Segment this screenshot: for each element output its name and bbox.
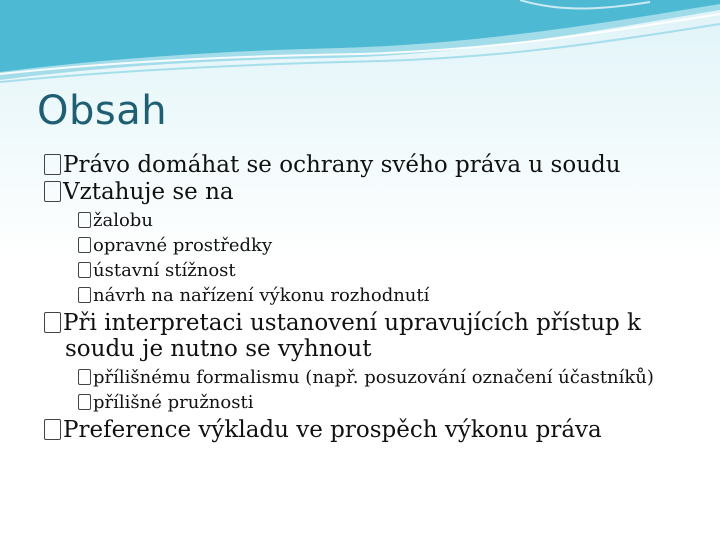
list-item	[44, 368, 704, 388]
list-item-text: Vztahuje se na	[63, 179, 234, 205]
list-item	[44, 417, 704, 444]
list-item-text: ústavní stížnost	[93, 260, 236, 281]
checkbox-bullet-icon	[78, 237, 91, 253]
list-item	[44, 152, 704, 179]
checkbox-bullet-icon	[78, 394, 91, 410]
checkbox-bullet-icon	[78, 262, 91, 278]
checkbox-bullet-icon	[78, 287, 91, 303]
list-item-text: opravné prostředky	[93, 235, 273, 256]
checkbox-bullet-icon	[44, 419, 61, 440]
list-item-text: Při interpretaci ustanovení upravujících přístup k soudu je nutno se vyhnout	[63, 310, 641, 362]
checkbox-bullet-icon	[44, 154, 61, 175]
list-item-text: Právo domáhat se ochrany svého práva u soudu	[63, 152, 621, 178]
list-item-text: přílišné pružnosti	[93, 392, 254, 413]
list-item	[44, 233, 704, 258]
checkbox-bullet-icon	[44, 312, 61, 333]
checkbox-bullet-icon	[78, 369, 91, 385]
slide-title: Obsah	[37, 88, 168, 134]
list-item-text: přílišnému formalismu (např. posuzování označení účastníků)	[93, 367, 654, 388]
list-item	[44, 258, 704, 283]
bullet-list	[44, 152, 704, 444]
list-item	[44, 179, 704, 206]
checkbox-bullet-icon	[78, 212, 91, 228]
list-item	[44, 283, 704, 308]
list-item	[44, 208, 704, 233]
list-item	[44, 390, 704, 415]
decorative-waves	[0, 0, 720, 90]
list-item-text: Preference výkladu ve prospěch výkonu práva	[63, 417, 602, 443]
checkbox-bullet-icon	[44, 181, 61, 202]
list-item-text: žalobu	[93, 210, 153, 231]
list-item	[44, 310, 704, 362]
list-item-text: návrh na nařízení výkonu rozhodnutí	[93, 285, 430, 306]
